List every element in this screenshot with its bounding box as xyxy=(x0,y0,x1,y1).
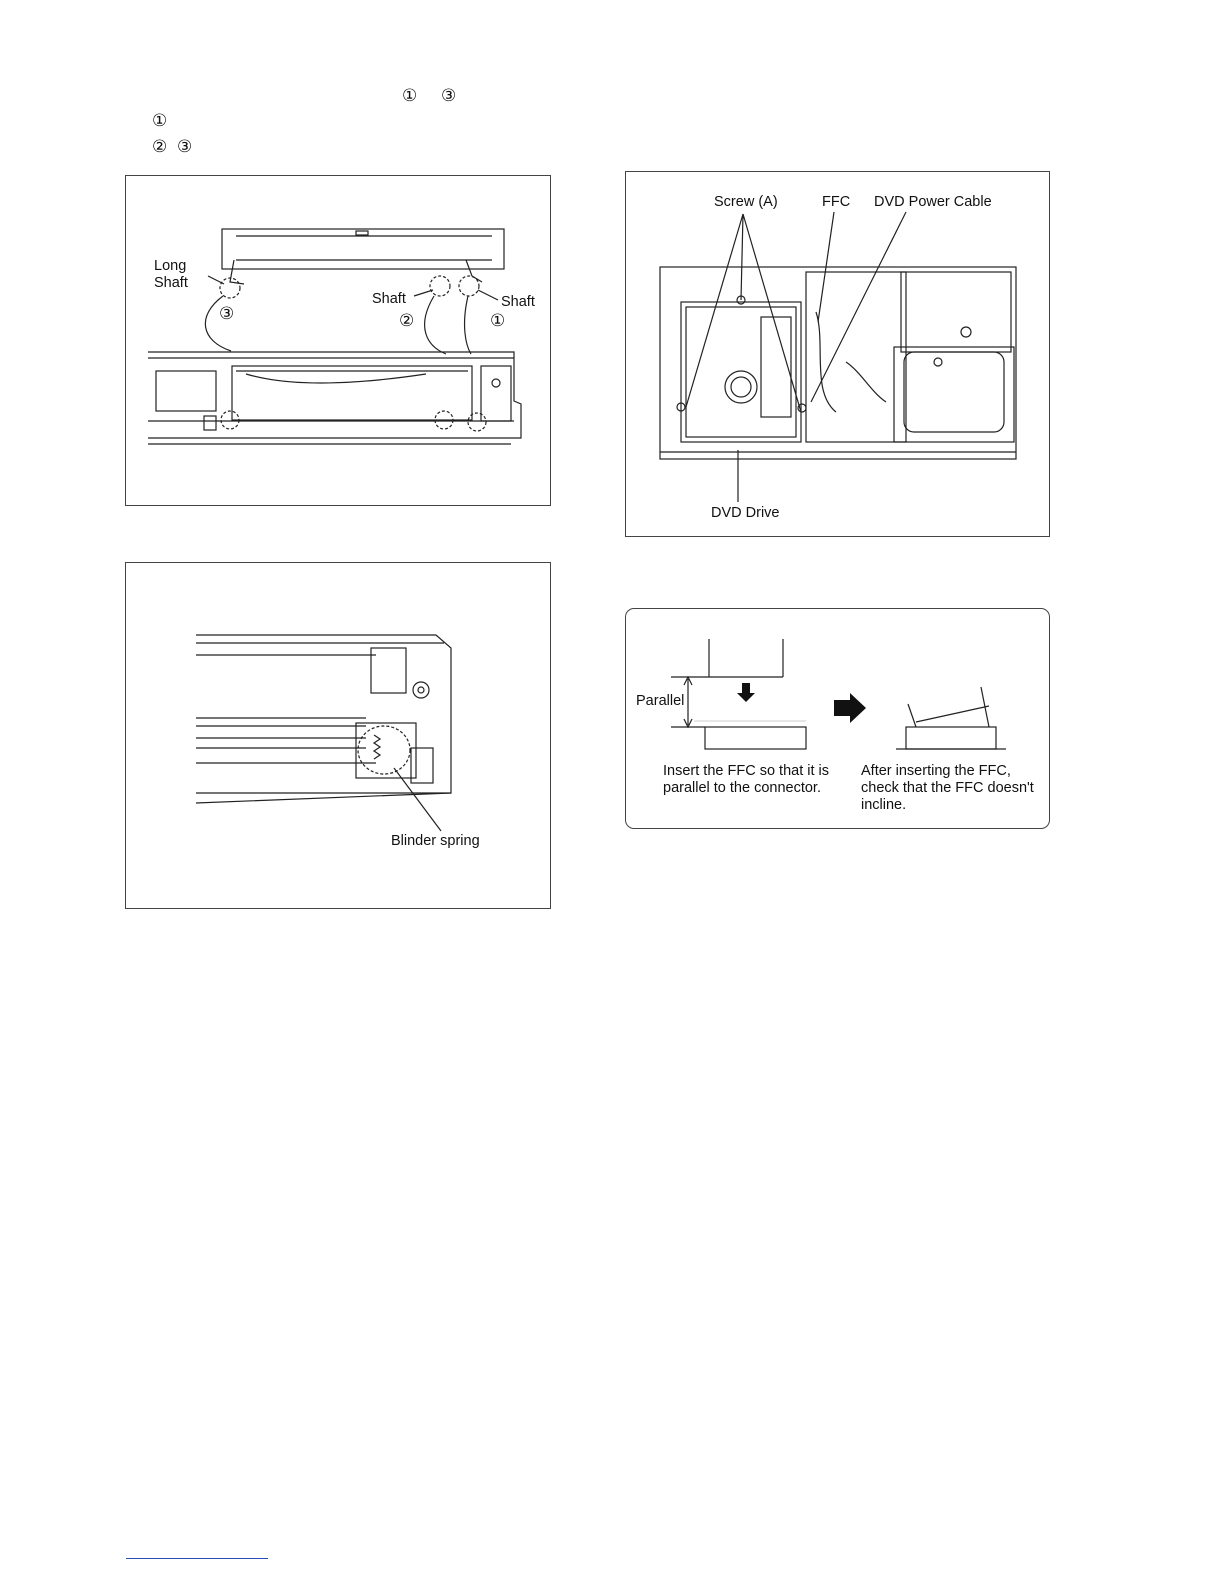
long-shaft-label: Long Shaft xyxy=(154,258,188,291)
ffc-check-caption: After inserting the FFC, check that the FFC doesn't incline. xyxy=(861,763,1034,813)
step-number-3b: ③ xyxy=(177,137,193,157)
step-number-3: ③ xyxy=(441,86,457,106)
front-panel-figure xyxy=(125,175,551,506)
callout-3: ③ xyxy=(219,304,235,324)
parallel-label: Parallel xyxy=(636,693,685,709)
ffc-insert-caption: Insert the FFC so that it is parallel to the connector. xyxy=(663,763,829,796)
shaft-label-right: Shaft xyxy=(501,294,535,310)
callout-2: ② xyxy=(399,311,415,331)
blinder-spring-drawing xyxy=(126,563,550,908)
dvd-power-cable-label: DVD Power Cable xyxy=(874,194,992,210)
step-number-2: ② xyxy=(152,137,168,157)
step-number-1b: ① xyxy=(152,111,168,131)
dvd-drive-figure xyxy=(625,171,1050,537)
shaft-label-mid: Shaft xyxy=(372,291,406,307)
ffc-label: FFC xyxy=(822,194,851,210)
footer-link-underline xyxy=(126,1558,268,1559)
ffc-insertion-figure xyxy=(625,608,1050,829)
step-number-1: ① xyxy=(402,86,418,106)
blinder-spring-label: Blinder spring xyxy=(391,833,480,849)
screw-a-label: Screw (A) xyxy=(714,194,778,210)
dvd-drive-drawing xyxy=(626,172,1049,536)
dvd-drive-label: DVD Drive xyxy=(711,505,780,521)
front-panel-drawing xyxy=(126,176,550,505)
callout-1: ① xyxy=(490,311,506,331)
blinder-spring-figure xyxy=(125,562,551,909)
